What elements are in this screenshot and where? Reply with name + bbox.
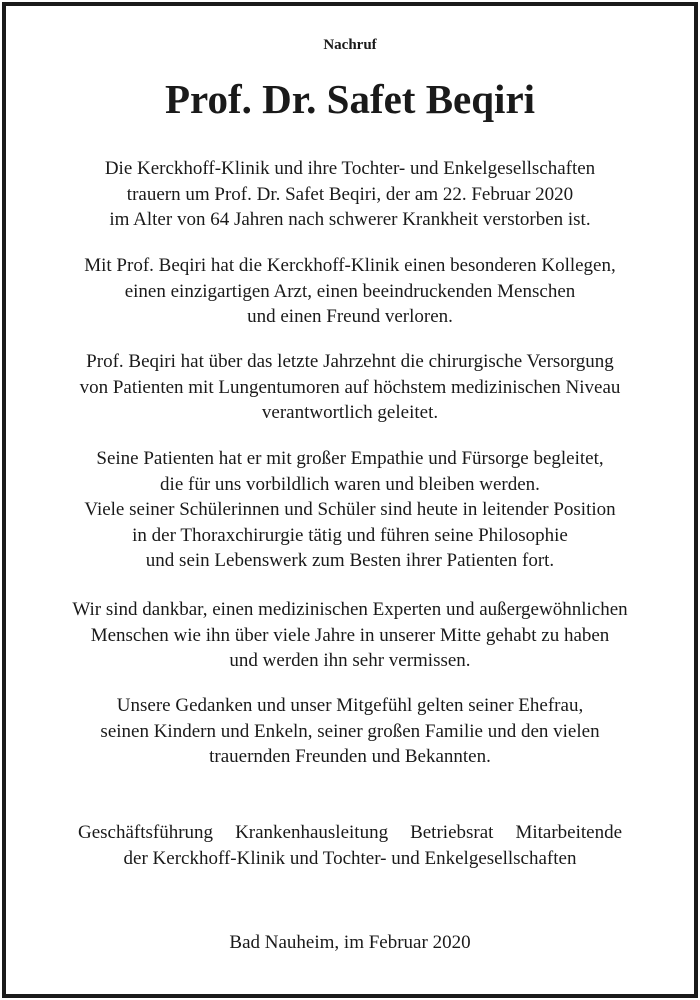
paragraph-line: und sein Lebenswerk zum Besten ihrer Patienten fort. [145, 550, 555, 571]
paragraph-line: im Alter von 64 Jahren nach schwerer Krankheit verstorben ist. [109, 209, 591, 230]
paragraph-line: Viele seiner Schülerinnen und Schüler sind heute in leitender Position [84, 499, 616, 520]
paragraph-line: Unsere Gedanken und unser Mitgefühl gelten seiner Ehefrau, [116, 695, 584, 716]
paragraph-legacy [0, 446, 700, 574]
signer-organization: der Kerckhoff-Klinik und Tochter- und Enkelgesellschaften [123, 848, 577, 869]
paragraph-line: die für uns vorbildlich waren und bleiben werden. [160, 473, 540, 495]
paragraph-line: und einen Freund verloren. [247, 306, 453, 327]
paragraph-announcement [0, 156, 700, 233]
paragraph-line: und werden ihn sehr vermissen. [229, 650, 471, 671]
signer-group: Betriebsrat [410, 822, 494, 843]
paragraph-line: einen einzigartigen Arzt, einen beeindruckenden Menschen [124, 280, 576, 302]
paragraph-line: Seine Patienten hat er mit großer Empathie und Fürsorge begleitet, [96, 448, 604, 469]
paragraph-loss [0, 253, 700, 330]
paragraph-line: trauernden Freunden und Bekannten. [209, 746, 491, 767]
paragraph-line: trauern um Prof. Dr. Safet Beqiri, der am 22. Februar 2020 [126, 183, 574, 205]
paragraph-line: Wir sind dankbar, einen medizinischen Experten und außergewöhnlichen [72, 599, 628, 620]
signer-groups [0, 820, 700, 846]
signer-group: Mitarbeitende [515, 822, 623, 843]
signatories [0, 820, 700, 872]
notice-label: Nachruf [323, 37, 377, 53]
paragraph-gratitude [0, 597, 700, 674]
paragraph-line: von Patienten mit Lungentumoren auf höchstem medizinischen Niveau [79, 376, 621, 398]
paragraph-line: Menschen wie ihn über viele Jahre in unserer Mitte gehabt zu haben [90, 624, 610, 646]
paragraph-line: seinen Kindern und Enkeln, seiner großen Familie und den vielen [100, 720, 600, 742]
paragraph-condolences [0, 693, 700, 770]
deceased-name: Prof. Dr. Safet Beqiri [164, 76, 536, 122]
place-date: Bad Nauheim, im Februar 2020 [229, 932, 471, 953]
paragraph-career [0, 349, 700, 426]
signer-group: Krankenhausleitung [235, 822, 389, 843]
paragraph-line: Prof. Beqiri hat über das letzte Jahrzehnt die chirurgische Versorgung [86, 351, 614, 372]
paragraph-line: verantwortlich geleitet. [261, 402, 439, 423]
signer-group: Geschäftsführung [77, 822, 214, 843]
paragraph-line: Die Kerckhoff-Klinik und ihre Tochter- und Enkelgesellschaften [104, 158, 596, 179]
paragraph-line: Mit Prof. Beqiri hat die Kerckhoff-Klinik einen besonderen Kollegen, [84, 255, 616, 276]
paragraph-line: in der Thoraxchirurgie tätig und führen seine Philosophie [132, 524, 568, 546]
